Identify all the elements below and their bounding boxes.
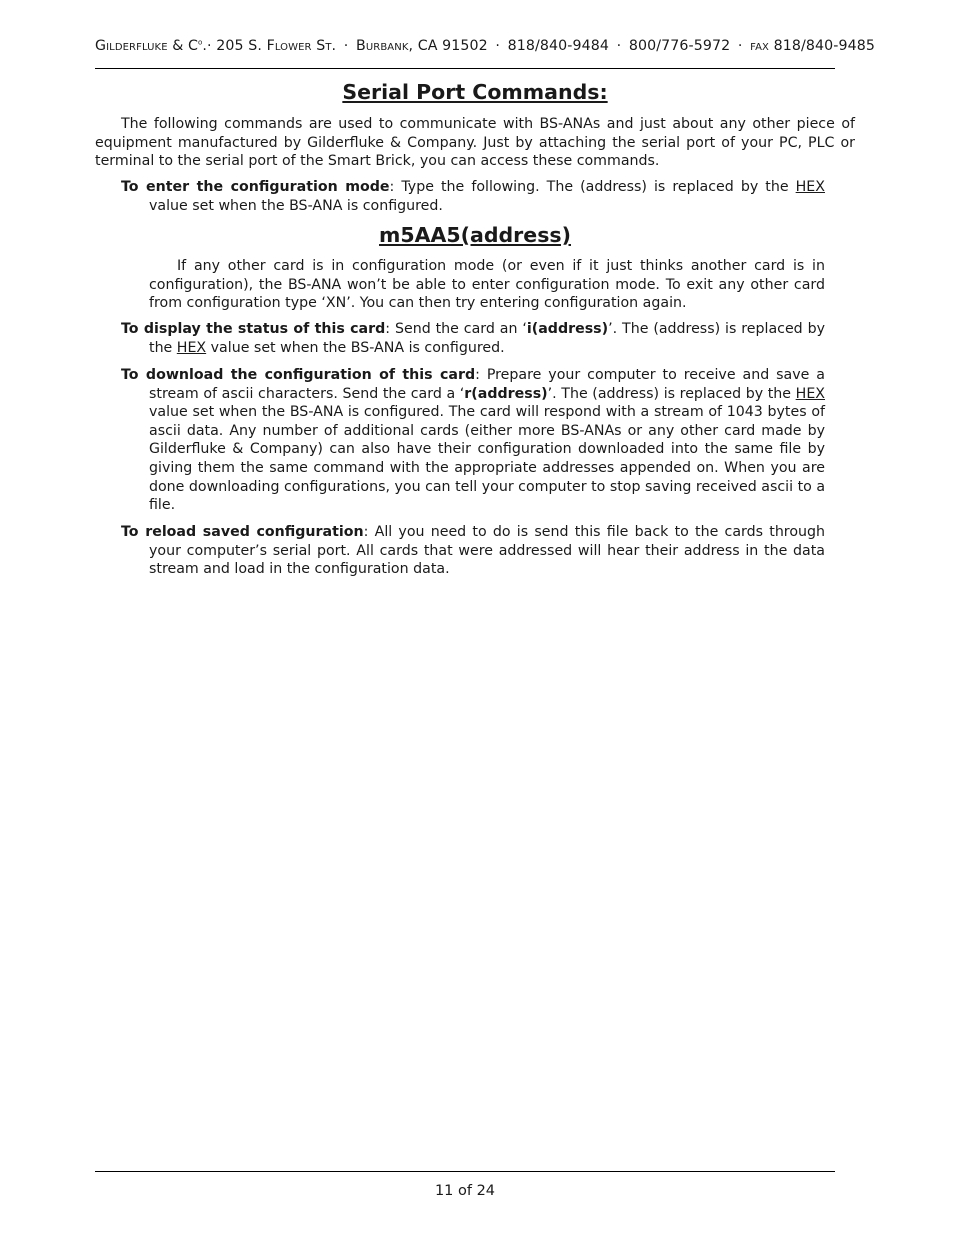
- command-heading: m5AA5(address): [379, 223, 571, 247]
- hex-term: HEX: [176, 339, 207, 356]
- footer-rule: [95, 1171, 835, 1172]
- toll-free-number: 800/776-5972: [628, 38, 731, 54]
- street-address: 205 S. FLOWER ST.: [216, 38, 337, 54]
- phone-number: 818/840-9484: [507, 38, 610, 54]
- enter-config-paragraph: To enter the configuration mode: Type the following. The (address) is replaced by the HEX value set when the BS-ANA is configured.: [121, 179, 825, 214]
- header-rule: [95, 68, 835, 69]
- reload-config-label: To reload saved configuration: [121, 524, 364, 540]
- fax-number: 818/840-9485: [773, 38, 875, 54]
- hex-term: HEX: [795, 385, 826, 402]
- reload-config-paragraph: To reload saved configuration: All you need to do is send this file back to the cards through your computer’s serial port. All cards that were addressed will hear their address in the data stream and load in the configuration data.: [121, 524, 825, 578]
- status-command: i(address): [526, 321, 609, 337]
- city-address: BURBANK, CA 91502: [356, 38, 488, 54]
- display-status-paragraph: To display the status of this card: Send the card an ‘i(address)’. The (address) is replaced by the HEX value set when the BS-ANA is configured.: [121, 321, 825, 356]
- company-name: GILDERFLUKE & $C^o.\cdot$: [95, 38, 212, 54]
- page-number: 11 of 24: [434, 1183, 496, 1199]
- enter-config-label: To enter the configuration mode: [121, 179, 390, 195]
- hex-term: HEX: [795, 179, 825, 195]
- download-config-label: To download the configuration of this card: [121, 367, 476, 383]
- intro-paragraph: The following commands are used to communicate with BS-ANAs and just about any other piece of equipment manufactured by Gilderfluke & Company. Just by attaching the serial port of your PC, PLC or terminal to the serial port of the Smart Brick, you can access these commands.: [95, 116, 855, 170]
- config-mode-note: If any other card is in configuration mode (or even if it just thinks another card is in configuration), the BS-ANA won’t be able to enter configuration mode. To exit any other card from configuration type ‘XN’. You can then try entering configuration again.: [149, 258, 825, 312]
- display-status-label: To display the status of this card: [121, 321, 386, 337]
- page-title: Serial Port Commands:: [342, 80, 608, 104]
- page-header: GILDERFLUKE & $C^o.\cdot 205$ S. FLOWER ST. · BURBANK, CA 91502 · 818/840-9484 · 800/776-5972 · FAX 818/840-9485: [95, 38, 875, 54]
- download-command: r(address): [464, 385, 548, 402]
- fax-label: FAX: [750, 42, 769, 53]
- download-config-paragraph: To download the configuration of this card: Prepare your computer to receive and save a stream of ascii characters. Send the card a ‘r(address)’. The (address) is replaced by the HEX value set when the BS-ANA is configured. The card will respond with a stream of 1043 bytes of ascii data. Any number of additional cards (either more BS-ANAs or any other card made by Gilderfluke & Company) can also have their configuration downloaded into the same file by giving them the same command with the appropriate addresses appended on. When you are done downloading configurations, you can tell your computer to stop saving received ascii to a file.: [121, 367, 826, 514]
